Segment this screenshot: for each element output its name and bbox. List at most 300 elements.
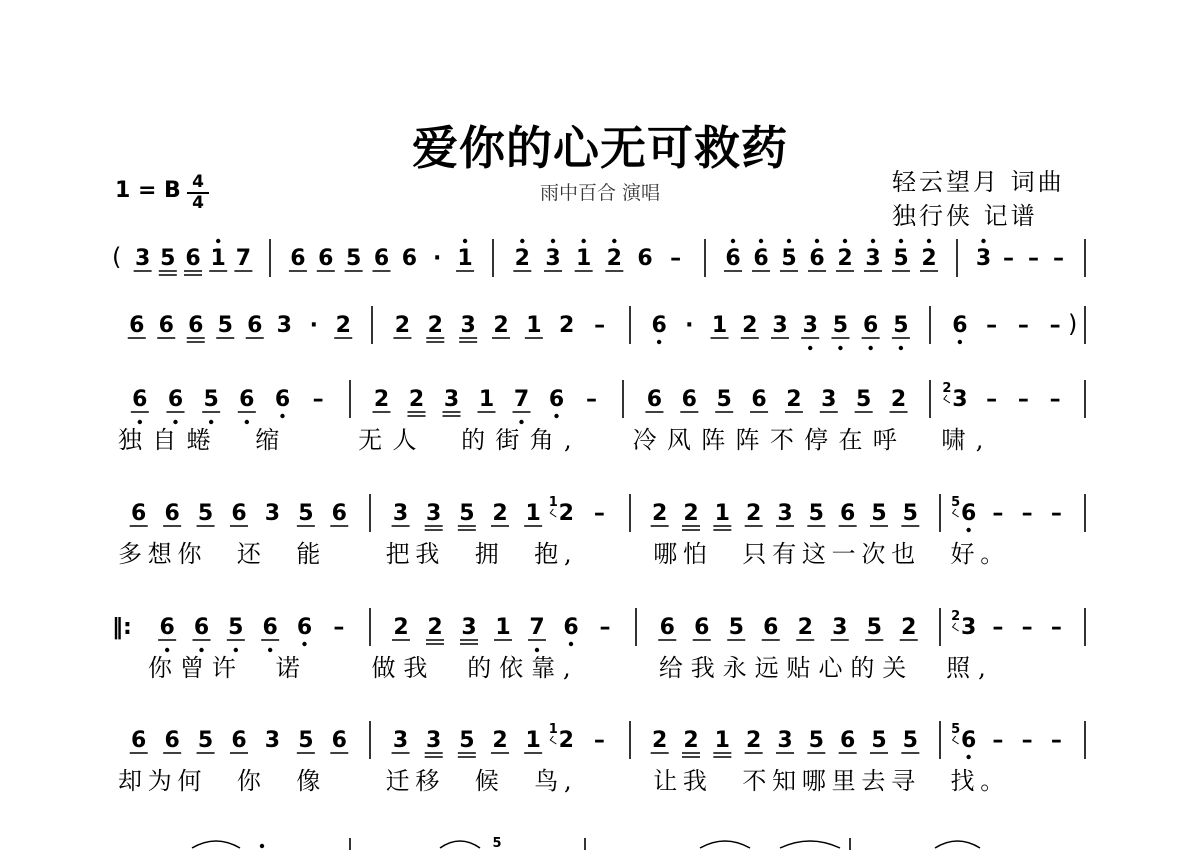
note-5: 5 — [871, 728, 887, 753]
grace-note: 1 — [548, 495, 558, 510]
note-6: 6 — [753, 246, 769, 271]
note-–: – — [1049, 313, 1061, 338]
grace-slash — [550, 736, 556, 744]
lyric-char: 哪 — [801, 767, 826, 795]
note-–: – — [992, 501, 1004, 526]
note-2: 2 — [837, 246, 853, 271]
note-–: – — [986, 387, 998, 412]
note-6: 6 — [563, 615, 579, 640]
note-3: 3 — [461, 615, 477, 640]
note-5: 5 — [716, 387, 732, 412]
note-2: 2 — [786, 387, 802, 412]
lyric-char: 我 — [415, 540, 440, 568]
note-–: – — [1017, 313, 1029, 338]
octave-dot-below — [535, 648, 539, 652]
lyric-char: 拥 — [474, 540, 499, 568]
note-5: 5 — [866, 615, 882, 640]
note-3: 3 — [802, 313, 818, 338]
note-–: – — [593, 501, 605, 526]
note-5: 5 — [893, 246, 909, 271]
note-6: 6 — [646, 387, 663, 412]
note-2: 2 — [901, 615, 917, 640]
lyric-char: 我 — [690, 654, 715, 682]
note-5: 5 — [459, 728, 475, 753]
note-2: 2 — [373, 387, 390, 412]
note-3: 3 — [975, 246, 992, 271]
lyric-char: 不 — [742, 767, 767, 795]
octave-dot-above — [551, 239, 555, 243]
note-1: 1 — [714, 501, 730, 526]
note-2: 2 — [559, 313, 575, 338]
lyric-char: 呼 — [872, 426, 897, 454]
note-3: 3 — [865, 246, 881, 271]
note-6: 6 — [231, 501, 247, 526]
lyric-char: 人 — [392, 426, 417, 454]
note-5: 5 — [203, 387, 219, 412]
note-–: – — [1003, 246, 1014, 271]
note-2: 2 — [797, 615, 813, 640]
note-–: – — [1050, 728, 1062, 753]
song-title: 爱你的心无可救药 — [412, 121, 788, 175]
lyric-char: 鸟 — [534, 767, 559, 795]
note-6: 6 — [290, 246, 306, 271]
slur-arc — [935, 841, 980, 848]
lyric-char: 给 — [658, 654, 683, 682]
note-–: – — [1021, 728, 1033, 753]
note-2: 2 — [683, 501, 699, 526]
lyric-char: 我 — [403, 654, 428, 682]
lyric-char: , — [978, 654, 986, 682]
note-5: 5 — [228, 615, 244, 640]
note-–: – — [1021, 615, 1033, 640]
note-6: 6 — [164, 728, 180, 753]
octave-dot-below — [138, 420, 142, 424]
note-–: – — [594, 313, 606, 338]
note-2: 2 — [492, 728, 508, 753]
grace-note: 5 — [492, 836, 502, 850]
lyric-char: 依 — [499, 654, 524, 682]
lyric-char: 知 — [772, 767, 797, 795]
note-6: 6 — [863, 313, 879, 338]
lyric-char: 。 — [980, 540, 1005, 568]
note-2: 2 — [492, 501, 508, 526]
lyric-char: 许 — [211, 654, 236, 682]
note-6: 6 — [809, 246, 825, 271]
octave-dot-below — [554, 414, 558, 418]
note-·: · — [309, 313, 318, 338]
lyric-char: , — [975, 426, 984, 454]
note-2: 2 — [427, 313, 443, 338]
note-5: 5 — [197, 728, 214, 753]
lyric-char: 多 — [118, 540, 142, 568]
lyric-char: 缩 — [255, 426, 280, 454]
lyric-char: 角 — [529, 426, 554, 454]
lyric-char: 的 — [850, 654, 875, 682]
note-7: 7 — [529, 615, 545, 640]
lyric-char: 阵 — [735, 426, 760, 454]
note-5: 5 — [808, 501, 824, 526]
note-·: · — [433, 246, 442, 271]
note-–: – — [1053, 246, 1064, 271]
note-–: – — [1021, 501, 1033, 526]
note-5: 5 — [856, 387, 872, 412]
note-6: 6 — [131, 728, 147, 753]
note-1: 1 — [478, 387, 495, 412]
grace-slash — [953, 509, 959, 517]
lyric-char: 只 — [742, 540, 767, 568]
note-5: 5 — [728, 615, 744, 640]
note-2: 2 — [394, 313, 411, 338]
lyric-char: 照 — [946, 654, 971, 682]
lyric-char: 。 — [980, 767, 1005, 795]
note-3: 3 — [460, 313, 476, 338]
slur-arc — [700, 841, 750, 848]
lyric-char: 做 — [371, 654, 396, 682]
lyric-char: 你 — [177, 540, 202, 568]
note-6: 6 — [763, 615, 779, 640]
note-6: 6 — [129, 313, 145, 338]
note-6: 6 — [296, 615, 313, 640]
lyric-char: 这 — [801, 540, 826, 568]
grace-note: 5 — [951, 722, 961, 737]
lyric-char: 移 — [415, 767, 440, 795]
grace-slash — [944, 395, 950, 403]
note-5: 5 — [902, 728, 918, 753]
note-5: 5 — [197, 501, 214, 526]
octave-dot-above — [927, 239, 931, 243]
lyric-char: 里 — [831, 767, 856, 795]
note-–: – — [1028, 246, 1039, 271]
lyric-char: 独 — [118, 426, 142, 454]
note-6: 6 — [401, 246, 418, 271]
lyric-char: 有 — [772, 540, 797, 568]
octave-dot-below — [302, 642, 306, 646]
lyric-char: 停 — [804, 426, 829, 454]
note-6: 6 — [694, 615, 710, 640]
octave-dot-above — [871, 239, 875, 243]
lyric-char: 的 — [467, 654, 492, 682]
slur-arc — [192, 841, 240, 848]
note-1: 1 — [711, 313, 728, 338]
note-7: 7 — [235, 246, 252, 271]
open-parenthesis: ( — [112, 243, 122, 271]
note-3: 3 — [264, 728, 281, 753]
note-6: 6 — [952, 313, 968, 338]
note-6: 6 — [239, 387, 255, 412]
octave-dot-below — [657, 340, 661, 344]
note-–: – — [986, 313, 998, 338]
lyric-char: 在 — [838, 426, 863, 454]
note-2: 2 — [683, 728, 699, 753]
note-5: 5 — [832, 313, 849, 338]
octave-dot-above — [463, 239, 467, 243]
note-2: 2 — [746, 728, 762, 753]
note-3: 3 — [276, 313, 292, 338]
note-6: 6 — [262, 615, 278, 640]
octave-dot-above — [759, 239, 763, 243]
note-·: · — [685, 313, 694, 338]
lyric-char: 街 — [495, 426, 520, 454]
lyric-char: 把 — [385, 540, 410, 568]
transcriber-credit: 独行侠 记谱 — [892, 202, 1038, 230]
lyric-char: , — [564, 540, 572, 568]
note-5: 5 — [781, 246, 797, 271]
octave-dot-above — [981, 239, 985, 243]
grace-note: 1 — [548, 722, 558, 737]
note-5: 5 — [345, 246, 362, 271]
note-6: 6 — [960, 728, 977, 753]
lyric-char: , — [564, 767, 572, 795]
lyric-char: , — [564, 426, 572, 454]
note-5: 5 — [459, 501, 475, 526]
lyric-char: 次 — [861, 540, 886, 568]
note-1: 1 — [525, 501, 541, 526]
note-–: – — [1017, 387, 1029, 412]
note-3: 3 — [545, 246, 561, 271]
lyric-char: 不 — [769, 426, 794, 454]
octave-dot-below — [899, 346, 903, 350]
note-6: 6 — [725, 246, 741, 271]
octave-dot-below — [173, 420, 177, 424]
note-1: 1 — [714, 728, 730, 753]
octave-dot-above — [787, 239, 791, 243]
octave-dot-above — [899, 239, 903, 243]
note-2: 2 — [746, 501, 762, 526]
lyric-char: 冷 — [632, 426, 657, 454]
note-2: 2 — [652, 501, 668, 526]
note-1: 1 — [495, 615, 511, 640]
note-6: 6 — [651, 313, 667, 338]
note-6: 6 — [373, 246, 390, 271]
lyric-char: 一 — [831, 540, 856, 568]
note-–: – — [599, 615, 611, 640]
grace-slash — [953, 736, 959, 744]
octave-dot-above — [612, 239, 616, 243]
lyric-char: 怕 — [682, 540, 707, 568]
octave-dot-above — [260, 844, 264, 848]
note-1: 1 — [457, 246, 473, 271]
lyric-char: 找 — [950, 767, 975, 795]
note-3: 3 — [264, 501, 281, 526]
grace-note: 2 — [951, 609, 961, 624]
lyric-char: 迁 — [385, 767, 410, 795]
note-3: 3 — [777, 728, 793, 753]
lyric-char: 蜷 — [186, 426, 211, 454]
note-5: 5 — [808, 728, 824, 753]
grace-note: 2 — [942, 381, 952, 396]
octave-dot-below — [868, 346, 872, 350]
note-6: 6 — [840, 728, 856, 753]
lyric-char: 无 — [358, 426, 383, 454]
slur-arc — [440, 841, 480, 848]
note-3: 3 — [443, 387, 460, 412]
lyric-char: 哪 — [653, 540, 678, 568]
lyric-char: 却 — [118, 767, 142, 795]
octave-dot-below — [280, 414, 284, 418]
note-2: 2 — [652, 728, 668, 753]
note-6: 6 — [681, 387, 697, 412]
octave-dot-above — [520, 239, 524, 243]
lyric-char: 寻 — [891, 767, 916, 795]
note-6: 6 — [185, 246, 201, 271]
lyric-char: 抱 — [534, 540, 559, 568]
note-2: 2 — [742, 313, 758, 338]
note-3: 3 — [426, 501, 442, 526]
note-6: 6 — [331, 728, 347, 753]
note-5: 5 — [298, 501, 314, 526]
note-2: 2 — [408, 387, 425, 412]
octave-dot-below — [958, 340, 962, 344]
octave-dot-above — [815, 239, 819, 243]
note-6: 6 — [659, 615, 675, 640]
note-2: 2 — [921, 246, 937, 271]
note-–: – — [333, 615, 345, 640]
note-6: 6 — [131, 501, 147, 526]
note-3: 3 — [392, 501, 409, 526]
note-3: 3 — [426, 728, 442, 753]
note-5: 5 — [871, 501, 887, 526]
octave-dot-below — [165, 648, 169, 652]
repeat-start-sign: ‖: — [112, 615, 132, 640]
note-6: 6 — [247, 313, 263, 338]
octave-dot-above — [216, 239, 220, 243]
lyric-char: 曾 — [179, 654, 204, 682]
note-6: 6 — [331, 501, 347, 526]
note-2: 2 — [558, 501, 574, 526]
note-6: 6 — [274, 387, 291, 412]
grace-note: 5 — [951, 495, 961, 510]
note-–: – — [1049, 387, 1061, 412]
octave-dot-below — [966, 528, 970, 532]
note-6: 6 — [164, 501, 180, 526]
note-3: 3 — [134, 246, 151, 271]
lyric-char: 也 — [891, 540, 916, 568]
octave-dot-below — [234, 648, 238, 652]
lyric-char: 还 — [236, 540, 261, 568]
note-5: 5 — [160, 246, 176, 271]
lyric-char: 风 — [666, 426, 691, 454]
octave-dot-above — [581, 239, 585, 243]
octave-dot-below — [268, 648, 272, 652]
note-6: 6 — [960, 501, 977, 526]
note-2: 2 — [393, 615, 409, 640]
note-6: 6 — [840, 501, 856, 526]
note-–: – — [992, 615, 1004, 640]
slur-arc — [780, 841, 840, 848]
time-signature-bottom: 4 — [192, 193, 204, 213]
time-signature-top: 4 — [192, 172, 204, 192]
lyric-char: 我 — [682, 767, 707, 795]
octave-dot-below — [838, 346, 842, 350]
note-2: 2 — [514, 246, 530, 271]
note-–: – — [312, 387, 324, 412]
lyric-char: 让 — [653, 767, 678, 795]
note-5: 5 — [893, 313, 909, 338]
key-signature: 1 = B — [115, 178, 181, 203]
lyric-char: 阵 — [701, 426, 726, 454]
lyric-char: 你 — [148, 654, 172, 682]
octave-dot-below — [569, 642, 573, 646]
lyric-char: 永 — [722, 654, 747, 682]
octave-dot-below — [519, 420, 523, 424]
note-2: 2 — [606, 246, 622, 271]
note-6: 6 — [637, 246, 653, 271]
lyric-char: , — [563, 654, 571, 682]
note-2: 2 — [890, 387, 907, 412]
note-3: 3 — [821, 387, 837, 412]
note-6: 6 — [132, 387, 148, 412]
note-6: 6 — [318, 246, 334, 271]
grace-slash — [953, 623, 959, 631]
note-–: – — [992, 728, 1004, 753]
note-1: 1 — [210, 246, 226, 271]
lyric-char: 啸 — [941, 426, 966, 454]
note-6: 6 — [167, 387, 184, 412]
note-3: 3 — [392, 728, 409, 753]
grace-slash — [550, 509, 556, 517]
lyric-char: 远 — [754, 654, 779, 682]
octave-dot-below — [808, 346, 812, 350]
note-–: – — [1050, 501, 1062, 526]
lyric-char: 关 — [882, 654, 907, 682]
note-–: – — [593, 728, 605, 753]
note-–: – — [1050, 615, 1062, 640]
note-5: 5 — [298, 728, 314, 753]
note-3: 3 — [952, 387, 968, 412]
note-6: 6 — [158, 313, 174, 338]
note-2: 2 — [335, 313, 351, 338]
note-6: 6 — [159, 615, 175, 640]
note-–: – — [586, 387, 597, 412]
note-–: – — [670, 246, 682, 271]
note-5: 5 — [217, 313, 233, 338]
note-3: 3 — [960, 615, 977, 640]
note-5: 5 — [902, 501, 918, 526]
octave-dot-below — [966, 755, 970, 759]
note-1: 1 — [525, 728, 541, 753]
note-3: 3 — [772, 313, 788, 338]
lyric-char: 候 — [474, 767, 499, 795]
lyric-char: 想 — [147, 540, 172, 568]
lyric-char: 好 — [950, 540, 975, 568]
octave-dot-below — [245, 420, 249, 424]
lyric-char: 何 — [177, 767, 202, 795]
note-1: 1 — [576, 246, 592, 271]
octave-dot-above — [843, 239, 847, 243]
note-6: 6 — [751, 387, 767, 412]
lyric-char: 去 — [861, 767, 886, 795]
octave-dot-above — [731, 239, 735, 243]
note-3: 3 — [832, 615, 848, 640]
lyric-char: 像 — [296, 767, 321, 795]
lyric-char: 为 — [147, 767, 172, 795]
close-parenthesis: ) — [1068, 310, 1078, 338]
note-2: 2 — [558, 728, 574, 753]
lyric-char: 靠 — [531, 654, 556, 682]
note-1: 1 — [526, 313, 542, 338]
performer-credit: 雨中百合 演唱 — [539, 182, 661, 204]
lyrics-music-credit: 轻云望月 词曲 — [892, 168, 1065, 196]
octave-dot-below — [199, 648, 203, 652]
lyric-char: 心 — [818, 654, 843, 682]
lyric-char: 贴 — [786, 654, 811, 682]
note-6: 6 — [188, 313, 204, 338]
note-2: 2 — [427, 615, 443, 640]
octave-dot-below — [209, 420, 213, 424]
note-2: 2 — [493, 313, 509, 338]
lyric-char: 自 — [152, 426, 177, 454]
lyric-char: 你 — [236, 767, 261, 795]
